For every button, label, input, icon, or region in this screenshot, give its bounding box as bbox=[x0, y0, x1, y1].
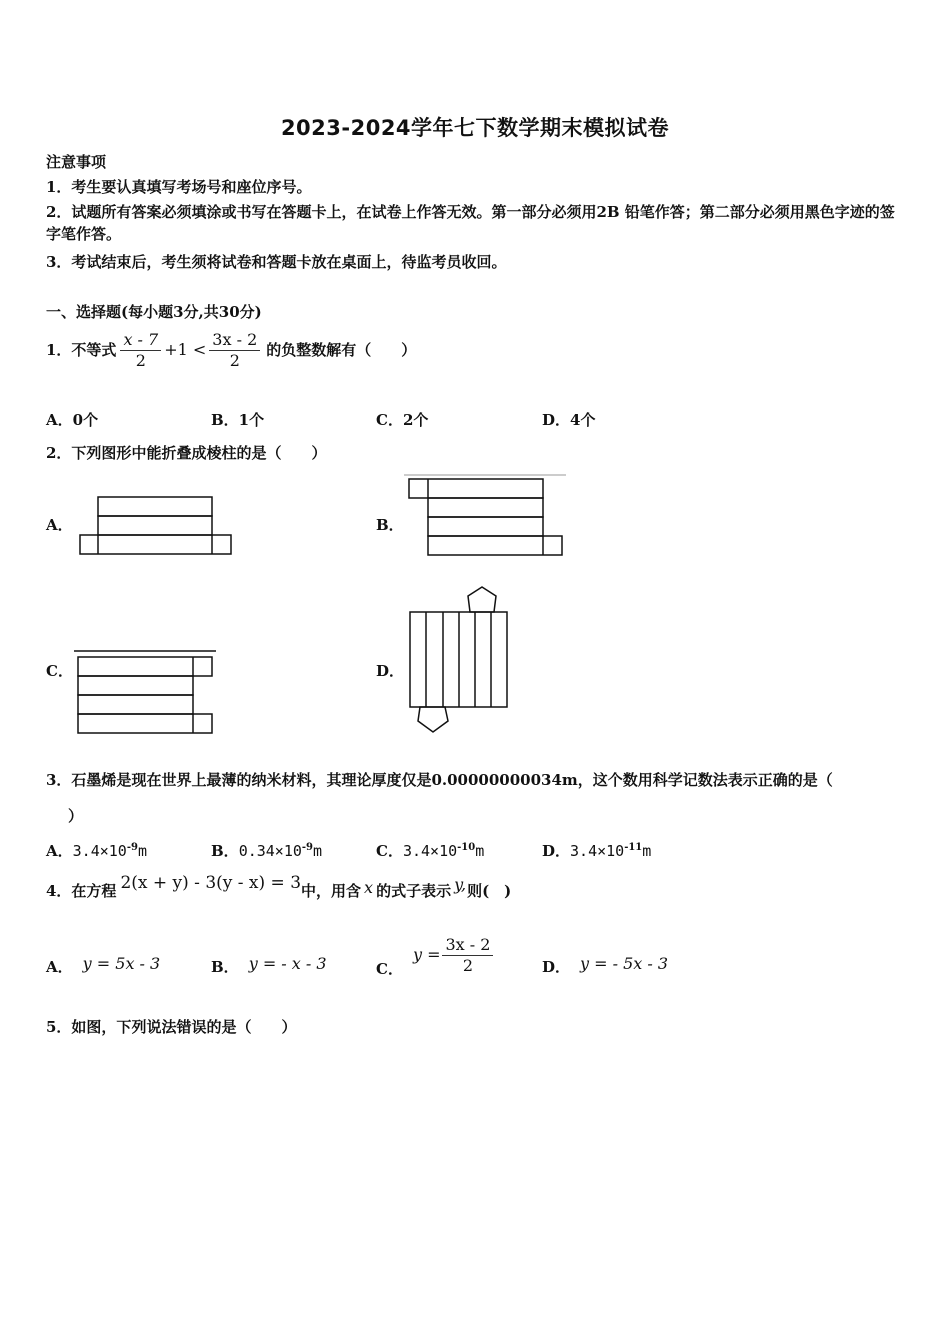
q4-mid1: 中，用含 bbox=[301, 882, 362, 900]
page-title: 2023-2024学年七下数学期末模拟试卷 bbox=[280, 116, 670, 140]
q4-option-c-fraction bbox=[442, 935, 493, 976]
q3-option-d-exp: -11 bbox=[624, 842, 643, 853]
q3-option-b[interactable] bbox=[211, 840, 322, 861]
q1-option-c[interactable]: C．2个 bbox=[376, 411, 429, 429]
notice-item-3: 3．考试结束后，考生须将试卷和答题卡放在桌面上，待监考员收回。 bbox=[46, 253, 507, 271]
q3-option-d-base: 3.4×10 bbox=[570, 842, 625, 860]
q2-label-a[interactable]: A． bbox=[46, 516, 73, 534]
q3-option-c[interactable] bbox=[376, 840, 484, 861]
q3-option-a-exp: -9 bbox=[126, 842, 138, 853]
q4-equation: 2(x + y) - 3(y - x) = 3 bbox=[120, 873, 302, 893]
q4-option-c-label: C． bbox=[376, 959, 403, 978]
q3-option-a-unit: m bbox=[137, 842, 147, 860]
q1-option-b[interactable]: B．1个 bbox=[211, 411, 265, 429]
q4-option-c[interactable] bbox=[376, 930, 493, 980]
q3-option-b-base: 0.34×10 bbox=[238, 842, 302, 860]
q1-frac2-den: 2 bbox=[229, 350, 240, 370]
notice-item-1: 1．考生要认真填写考场号和座位序号。 bbox=[46, 178, 312, 196]
q3-option-c-exp: -10 bbox=[457, 842, 476, 853]
question-3-stem: 3．石墨烯是现在世界上最薄的纳米材料，其理论厚度仅是0.00000000034m，这个数用科学记数法表示正确的是（ bbox=[46, 771, 833, 789]
q4-option-d-expr: y = - 5x - 3 bbox=[580, 954, 669, 973]
notice-heading: 注意事项 bbox=[46, 153, 107, 171]
question-2-stem: 2．下列图形中能折叠成棱柱的是（ ） bbox=[46, 444, 327, 462]
q3-option-c-label: C． bbox=[376, 842, 403, 860]
q4-option-b[interactable] bbox=[211, 956, 327, 977]
q4-option-d[interactable] bbox=[542, 956, 668, 977]
q1-frac1-num: x - 7 bbox=[123, 329, 159, 349]
q2-label-b[interactable]: B． bbox=[376, 516, 404, 534]
q4-suffix: 则( ) bbox=[467, 882, 512, 900]
q3-option-a[interactable] bbox=[46, 840, 147, 861]
q1-suffix: 的负整数解有（ ） bbox=[266, 341, 417, 359]
q3-option-b-unit: m bbox=[313, 842, 323, 860]
q1-middle: +1 < bbox=[164, 340, 207, 359]
q4-option-c-num: 3x - 2 bbox=[442, 935, 493, 956]
q1-frac2-num: 3x - 2 bbox=[209, 330, 260, 351]
q1-prefix: 1．不等式 bbox=[46, 341, 117, 359]
section-heading: 一、选择题(每小题3分,共30分) bbox=[46, 303, 262, 321]
q1-option-d[interactable]: D．4个 bbox=[542, 411, 596, 429]
q3-option-c-unit: m bbox=[475, 842, 485, 860]
q4-option-b-label: B． bbox=[211, 958, 239, 976]
q1-frac1-den: 2 bbox=[135, 350, 146, 370]
q4-prefix: 4．在方程 bbox=[46, 882, 117, 900]
q4-option-b-expr: y = - x - 3 bbox=[248, 954, 327, 973]
q4-option-c-lhs: y = bbox=[412, 944, 441, 964]
q3-option-a-label: A． bbox=[46, 842, 73, 860]
q4-option-a-expr: y = 5x - 3 bbox=[82, 954, 161, 973]
question-4 bbox=[46, 873, 512, 906]
notice-item-2: 2．试题所有答案必须填涂或书写在答题卡上，在试卷上作答无效。第一部分必须用2B 铅笔作答；第二部分必须用黑色字迹的签字笔作答。 bbox=[46, 203, 895, 243]
q4-var-y: y, bbox=[454, 875, 467, 894]
q4-mid2: 的式子表示 bbox=[376, 882, 452, 900]
q4-option-a[interactable] bbox=[46, 956, 160, 977]
q3-option-d-label: D． bbox=[542, 842, 571, 860]
q2-label-c[interactable]: C． bbox=[46, 662, 73, 680]
q4-var-x: x bbox=[364, 878, 374, 897]
q3-option-d[interactable] bbox=[542, 840, 651, 861]
q3-option-a-base: 3.4×10 bbox=[72, 842, 127, 860]
q4-option-c-den: 2 bbox=[462, 955, 474, 975]
q4-option-a-label: A． bbox=[46, 958, 73, 976]
question-3-stem-end: ） bbox=[68, 807, 84, 825]
q3-option-d-unit: m bbox=[642, 842, 652, 860]
q2-label-d[interactable]: D． bbox=[376, 662, 405, 680]
q3-option-b-label: B． bbox=[211, 842, 239, 860]
q3-option-b-exp: -9 bbox=[301, 842, 314, 853]
question-5-stem: 5．如图，下列说法错误的是（ ） bbox=[46, 1018, 297, 1036]
q3-option-c-base: 3.4×10 bbox=[402, 842, 458, 860]
q1-option-a[interactable]: A．0个 bbox=[46, 411, 99, 429]
q4-option-d-label: D． bbox=[542, 958, 571, 976]
